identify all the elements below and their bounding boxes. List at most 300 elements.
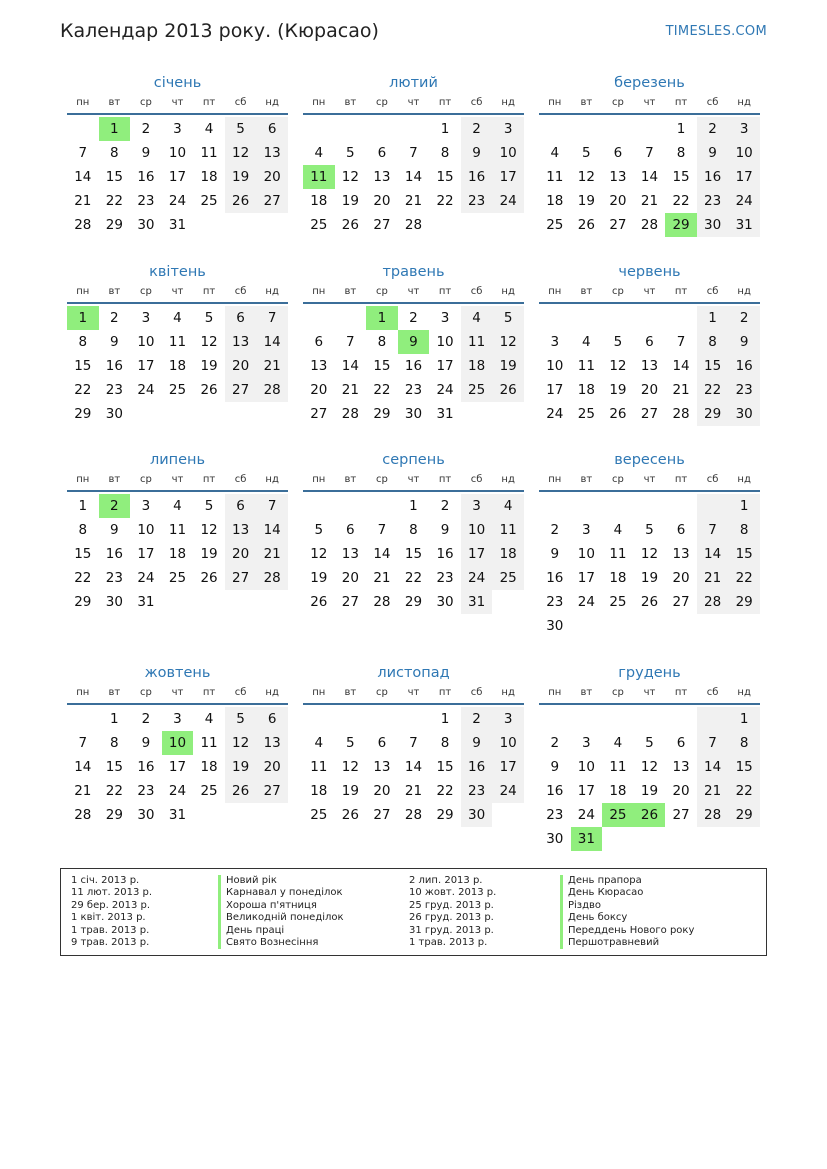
legend-holiday-name: День прапора: [560, 875, 694, 887]
day-cell: 1: [440, 121, 450, 137]
day-cell: 2: [99, 494, 131, 518]
day-cell: 2: [728, 306, 760, 330]
weekday-header: [303, 95, 524, 115]
day-cell: 21: [697, 566, 729, 590]
day-cell: 12: [200, 522, 218, 538]
legend-holiday-name: Свято Вознесіння: [218, 937, 344, 949]
empty-day-cell: [492, 402, 524, 426]
day-cell: 29: [728, 803, 760, 827]
day-cell: 10: [492, 141, 524, 165]
empty-day-cell: [335, 117, 367, 141]
day-cell: 27: [310, 406, 328, 422]
day-cell: 19: [200, 358, 218, 374]
page-title: Календар 2013 року. (Кюрасао): [60, 20, 379, 42]
day-cell: 10: [137, 522, 155, 538]
day-cell: 15: [436, 169, 454, 185]
day-cell: 18: [609, 570, 627, 586]
legend-date: 1 трав. 2013 р.: [409, 936, 488, 948]
day-grid: [539, 707, 760, 851]
weekday-label: чт: [171, 97, 184, 108]
day-cell: 4: [173, 498, 182, 514]
day-cell: 22: [672, 193, 690, 209]
day-cell: 1: [728, 494, 760, 518]
legend-date: 29 бер. 2013 р.: [71, 899, 151, 911]
weekday-label: сб: [706, 286, 719, 297]
day-cell: 3: [141, 310, 151, 326]
day-cell: 28: [74, 217, 92, 233]
day-cell: 5: [314, 522, 324, 538]
day-cell: 7: [645, 145, 654, 161]
day-cell: 16: [697, 165, 729, 189]
day-cell: 6: [225, 306, 257, 330]
empty-day-cell: [193, 402, 225, 426]
weekday-label: пт: [674, 286, 688, 297]
weekday-label: нд: [737, 474, 751, 485]
empty-day-cell: [602, 827, 634, 851]
day-cell: 7: [256, 494, 288, 518]
day-cell: 4: [314, 735, 324, 751]
day-cell: 25: [461, 378, 493, 402]
month-name: лютий: [389, 75, 438, 91]
day-cell: 6: [377, 735, 387, 751]
day-cell: 13: [225, 330, 257, 354]
day-cell: 27: [225, 566, 257, 590]
day-cell: 13: [341, 546, 359, 562]
weekday-header: [539, 284, 760, 304]
weekday-label: ср: [139, 474, 152, 485]
day-grid: [303, 707, 524, 827]
month-block: [303, 73, 524, 237]
day-cell: 25: [609, 594, 627, 610]
day-cell: 17: [728, 165, 760, 189]
day-cell: 22: [74, 570, 92, 586]
weekday-label: чт: [407, 474, 420, 485]
day-cell: 14: [404, 759, 423, 775]
day-cell: 4: [314, 145, 324, 161]
legend-date: 25 груд. 2013 р.: [409, 899, 494, 911]
day-cell: 19: [492, 354, 524, 378]
day-cell: 4: [461, 306, 493, 330]
day-cell: 17: [168, 759, 187, 775]
month-block: [67, 450, 288, 614]
day-cell: 20: [672, 783, 690, 799]
weekday-label: чт: [171, 474, 184, 485]
day-cell: 18: [200, 169, 218, 185]
weekday-header: [539, 95, 760, 115]
weekday-label: чт: [407, 687, 420, 698]
empty-day-cell: [366, 117, 398, 141]
day-cell: 29: [728, 590, 760, 614]
day-cell: 1: [440, 711, 450, 727]
day-cell: 20: [225, 542, 257, 566]
day-cell: 19: [640, 783, 659, 799]
day-cell: 13: [310, 358, 328, 374]
day-cell: 24: [728, 189, 760, 213]
day-cell: 7: [78, 735, 88, 751]
day-cell: 31: [137, 594, 155, 610]
day-grid: [539, 494, 760, 638]
day-cell: 23: [461, 779, 493, 803]
day-cell: 26: [310, 594, 328, 610]
legend-date: 1 січ. 2013 р.: [71, 875, 140, 886]
day-cell: 28: [697, 590, 729, 614]
legend-date: 10 жовт. 2013 р.: [409, 887, 497, 899]
empty-day-cell: [398, 117, 430, 141]
day-cell: 17: [492, 165, 524, 189]
weekday-label: вт: [108, 286, 121, 297]
day-cell: 23: [105, 382, 123, 398]
day-cell: 1: [67, 306, 99, 330]
weekday-label: вт: [108, 97, 121, 108]
day-cell: 11: [168, 334, 187, 350]
day-cell: 2: [550, 735, 560, 751]
day-cell: 10: [728, 141, 760, 165]
weekday-label: ср: [375, 687, 388, 698]
day-grid: [67, 494, 288, 614]
day-cell: 15: [105, 759, 123, 775]
weekday-header: [67, 95, 288, 115]
day-cell: 10: [577, 759, 595, 775]
day-cell: 22: [404, 570, 423, 586]
day-cell: 8: [728, 731, 760, 755]
day-cell: 12: [341, 169, 359, 185]
empty-day-cell: [67, 117, 99, 141]
day-cell: 10: [546, 358, 564, 374]
day-cell: 30: [404, 406, 423, 422]
legend-date: 11 лют. 2013 р.: [71, 887, 153, 899]
day-cell: 29: [105, 217, 123, 233]
weekday-label: ср: [611, 97, 624, 108]
day-cell: 6: [314, 334, 324, 350]
empty-day-cell: [634, 614, 666, 638]
day-cell: 29: [665, 213, 697, 237]
day-cell: 29: [74, 406, 92, 422]
day-cell: 8: [110, 145, 119, 161]
weekday-label: пт: [202, 687, 216, 698]
day-cell: 14: [697, 542, 729, 566]
day-cell: 28: [256, 566, 288, 590]
empty-day-cell: [602, 306, 634, 330]
day-cell: 18: [310, 193, 328, 209]
day-cell: 23: [105, 570, 123, 586]
day-cell: 30: [105, 406, 123, 422]
day-cell: 10: [162, 731, 194, 755]
day-cell: 12: [577, 169, 595, 185]
day-cell: 14: [341, 358, 359, 374]
day-cell: 17: [137, 358, 155, 374]
day-cell: 19: [640, 570, 659, 586]
empty-day-cell: [225, 803, 257, 827]
day-cell: 3: [582, 735, 591, 751]
day-cell: 22: [436, 193, 454, 209]
month-block: [539, 663, 760, 851]
weekday-label: вт: [580, 474, 593, 485]
empty-day-cell: [225, 213, 257, 237]
day-cell: 10: [577, 546, 595, 562]
empty-day-cell: [571, 306, 603, 330]
empty-day-cell: [429, 213, 461, 237]
weekday-label: пт: [438, 97, 452, 108]
day-cell: 27: [373, 807, 391, 823]
empty-day-cell: [665, 494, 697, 518]
day-cell: 28: [74, 807, 92, 823]
weekday-header: [67, 472, 288, 492]
day-cell: 22: [728, 779, 760, 803]
empty-day-cell: [256, 213, 288, 237]
empty-day-cell: [571, 614, 603, 638]
day-cell: 19: [225, 755, 257, 779]
empty-day-cell: [665, 614, 697, 638]
day-cell: 8: [697, 330, 729, 354]
empty-day-cell: [130, 402, 162, 426]
month-block: [539, 262, 760, 426]
weekday-label: пт: [438, 474, 452, 485]
day-cell: 11: [168, 522, 187, 538]
day-cell: 17: [577, 783, 595, 799]
weekday-label: сб: [234, 474, 247, 485]
weekday-label: пн: [76, 687, 90, 698]
weekday-label: пн: [312, 474, 326, 485]
day-cell: 16: [546, 783, 564, 799]
weekday-label: чт: [171, 687, 184, 698]
empty-day-cell: [335, 306, 367, 330]
empty-day-cell: [225, 402, 257, 426]
day-cell: 5: [645, 522, 654, 538]
day-cell: 3: [550, 334, 560, 350]
day-cell: 16: [404, 358, 423, 374]
day-cell: 31: [728, 213, 760, 237]
empty-day-cell: [602, 707, 634, 731]
day-cell: 5: [225, 707, 257, 731]
day-cell: 20: [256, 165, 288, 189]
weekday-label: пт: [202, 286, 216, 297]
day-cell: 24: [577, 594, 595, 610]
day-cell: 23: [137, 193, 155, 209]
day-cell: 4: [582, 334, 591, 350]
day-cell: 22: [728, 566, 760, 590]
day-cell: 12: [225, 141, 257, 165]
day-cell: 22: [105, 193, 123, 209]
day-grid: [303, 306, 524, 426]
day-cell: 7: [256, 306, 288, 330]
day-cell: 15: [672, 169, 690, 185]
day-cell: 10: [461, 518, 493, 542]
day-cell: 18: [310, 783, 328, 799]
weekday-label: пн: [312, 286, 326, 297]
day-cell: 1: [409, 498, 418, 514]
weekday-label: чт: [643, 286, 656, 297]
day-cell: 5: [346, 145, 355, 161]
day-grid: [539, 306, 760, 426]
day-cell: 24: [577, 807, 595, 823]
day-cell: 15: [404, 546, 423, 562]
weekday-label: сб: [470, 687, 483, 698]
day-cell: 22: [436, 783, 454, 799]
weekday-label: нд: [265, 97, 279, 108]
day-cell: 30: [546, 831, 564, 847]
weekday-label: вт: [108, 687, 121, 698]
day-cell: 12: [640, 546, 659, 562]
day-cell: 5: [645, 735, 654, 751]
day-cell: 5: [613, 334, 623, 350]
day-cell: 13: [672, 759, 690, 775]
day-cell: 6: [225, 494, 257, 518]
weekday-label: ср: [611, 687, 624, 698]
day-cell: 7: [697, 731, 729, 755]
day-cell: 15: [436, 759, 454, 775]
weekday-header: [539, 472, 760, 492]
day-cell: 27: [640, 406, 659, 422]
day-cell: 30: [436, 594, 454, 610]
weekday-label: ср: [139, 687, 152, 698]
day-cell: 9: [697, 141, 729, 165]
day-cell: 1: [676, 121, 686, 137]
empty-day-cell: [634, 707, 666, 731]
day-cell: 10: [137, 334, 155, 350]
legend-names-col-1: [218, 875, 344, 949]
month-name: серпень: [382, 452, 445, 468]
weekday-label: пт: [674, 97, 688, 108]
day-cell: 29: [373, 406, 391, 422]
month-block: [539, 73, 760, 237]
day-cell: 29: [105, 807, 123, 823]
day-cell: 23: [137, 783, 155, 799]
weekday-label: пт: [202, 474, 216, 485]
weekday-label: пн: [548, 286, 562, 297]
day-cell: 1: [366, 306, 398, 330]
empty-day-cell: [697, 827, 729, 851]
day-cell: 18: [200, 759, 218, 775]
legend-holiday-name: День праці: [218, 925, 344, 937]
day-cell: 21: [256, 354, 288, 378]
legend-date: 26 груд. 2013 р.: [409, 912, 494, 924]
day-cell: 16: [436, 546, 454, 562]
holiday-legend: [60, 868, 767, 956]
day-cell: 2: [697, 117, 729, 141]
day-cell: 24: [546, 406, 564, 422]
empty-day-cell: [697, 614, 729, 638]
day-cell: 24: [436, 382, 454, 398]
day-cell: 20: [310, 382, 328, 398]
day-cell: 26: [341, 217, 359, 233]
day-cell: 2: [550, 522, 560, 538]
weekday-header: [67, 685, 288, 705]
day-cell: 13: [672, 546, 690, 562]
site-logo-link[interactable]: TIMESLES.COM: [665, 24, 767, 39]
day-cell: 14: [672, 358, 690, 374]
day-cell: 21: [697, 779, 729, 803]
day-cell: 17: [436, 358, 454, 374]
day-cell: 10: [436, 334, 454, 350]
weekday-label: сб: [706, 97, 719, 108]
weekday-label: пн: [548, 474, 562, 485]
weekday-label: чт: [407, 97, 420, 108]
day-cell: 13: [256, 731, 288, 755]
day-cell: 12: [200, 334, 218, 350]
month-name: листопад: [377, 665, 450, 681]
legend-holiday-name: День боксу: [560, 912, 694, 924]
day-cell: 20: [640, 382, 659, 398]
day-cell: 8: [110, 735, 119, 751]
month-name: вересень: [614, 452, 685, 468]
day-cell: 26: [492, 378, 524, 402]
empty-day-cell: [303, 707, 335, 731]
empty-day-cell: [67, 707, 99, 731]
day-cell: 8: [440, 145, 450, 161]
day-cell: 31: [168, 807, 187, 823]
day-cell: 26: [225, 189, 257, 213]
empty-day-cell: [634, 306, 666, 330]
month-name: травень: [382, 264, 445, 280]
day-cell: 1: [78, 498, 88, 514]
day-cell: 23: [728, 378, 760, 402]
empty-day-cell: [571, 494, 603, 518]
day-cell: 28: [640, 217, 659, 233]
day-cell: 23: [546, 807, 564, 823]
day-cell: 9: [110, 522, 119, 538]
day-cell: 23: [546, 594, 564, 610]
day-cell: 21: [672, 382, 690, 398]
day-cell: 21: [341, 382, 359, 398]
day-cell: 2: [141, 711, 151, 727]
day-cell: 3: [173, 121, 182, 137]
legend-date: 9 трав. 2013 р.: [71, 936, 150, 948]
day-cell: 21: [74, 193, 92, 209]
day-cell: 8: [409, 522, 418, 538]
day-cell: 20: [373, 193, 391, 209]
day-cell: 9: [141, 735, 151, 751]
day-cell: 29: [404, 594, 423, 610]
day-cell: 28: [256, 378, 288, 402]
empty-day-cell: [303, 117, 335, 141]
weekday-label: чт: [643, 474, 656, 485]
day-cell: 30: [697, 213, 729, 237]
day-cell: 25: [310, 217, 328, 233]
day-cell: 17: [168, 169, 187, 185]
day-cell: 31: [461, 590, 493, 614]
day-cell: 5: [204, 310, 214, 326]
day-cell: 24: [168, 783, 187, 799]
weekday-header: [303, 472, 524, 492]
day-cell: 2: [440, 498, 450, 514]
day-cell: 28: [404, 217, 423, 233]
day-cell: 4: [492, 494, 524, 518]
weekday-label: нд: [265, 687, 279, 698]
day-cell: 14: [256, 518, 288, 542]
day-grid: [67, 117, 288, 237]
day-cell: 30: [461, 803, 493, 827]
day-cell: 19: [609, 382, 627, 398]
weekday-label: пн: [312, 97, 326, 108]
day-cell: 21: [404, 193, 423, 209]
day-cell: 13: [640, 358, 659, 374]
day-cell: 21: [404, 783, 423, 799]
empty-day-cell: [728, 614, 760, 638]
weekday-label: чт: [643, 687, 656, 698]
legend-date: 31 груд. 2013 р.: [409, 924, 494, 936]
empty-day-cell: [398, 707, 430, 731]
empty-day-cell: [335, 494, 367, 518]
day-cell: 3: [582, 522, 591, 538]
empty-day-cell: [697, 494, 729, 518]
day-cell: 23: [404, 382, 423, 398]
day-cell: 30: [137, 807, 155, 823]
day-cell: 10: [492, 731, 524, 755]
empty-day-cell: [602, 117, 634, 141]
day-cell: 7: [346, 334, 355, 350]
day-cell: 4: [613, 735, 623, 751]
weekday-label: пт: [438, 286, 452, 297]
